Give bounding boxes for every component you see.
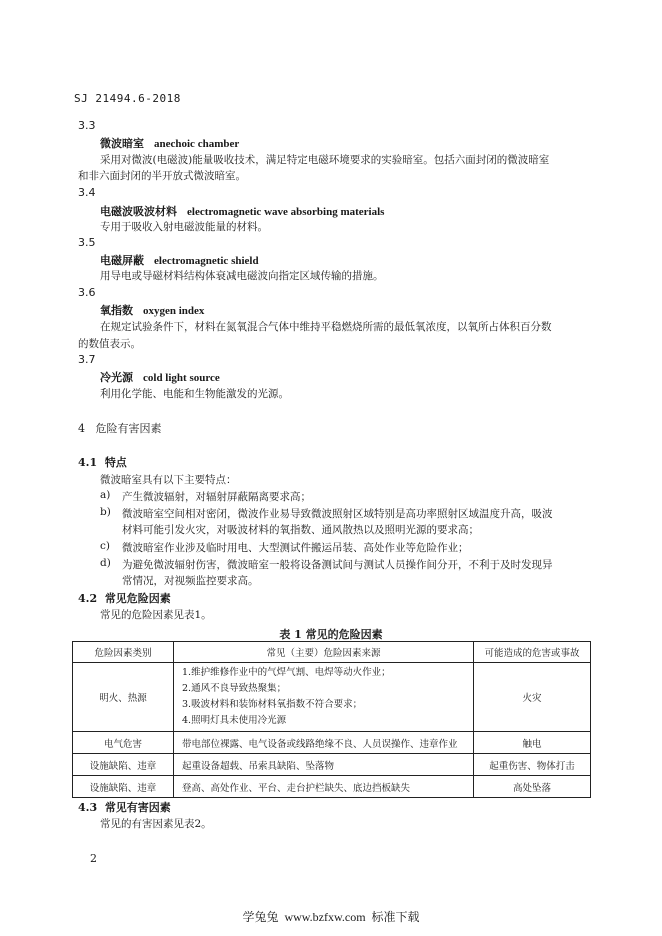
list-item-text: 微波暗室作业涉及临时用电、大型测试件搬运吊装、高处作业等危险作业； xyxy=(122,542,469,554)
term-en: electromagnetic shield xyxy=(154,255,259,267)
section-title: 危险有害因素 xyxy=(95,422,162,435)
standard-code: SJ 21494.6-2018 xyxy=(74,92,181,105)
source-line: 1.维护维修作业中的气焊气割、电焊等动火作业； xyxy=(182,667,391,678)
term-title xyxy=(100,369,220,385)
subsection-number: 4.3 xyxy=(78,801,98,814)
clause-number: 3.5 xyxy=(78,236,96,249)
table-cell-category: 明火、热源 xyxy=(73,663,174,732)
table-row xyxy=(73,663,591,732)
term-zh: 冷光源 xyxy=(100,371,133,384)
table-cell-sources xyxy=(174,663,474,732)
table-cell-harm: 火灾 xyxy=(474,663,591,732)
source-line: 3.吸波材料和装饰材料氧指数不符合要求； xyxy=(182,699,363,710)
term-zh: 氧指数 xyxy=(100,304,133,317)
table-row xyxy=(73,732,591,754)
subsection-number: 4.2 xyxy=(78,592,98,605)
list-marker: b) xyxy=(100,506,111,518)
list-item-text: 材料可能引发火灾，对吸波材料的氧指数、通风散热以及照明光源的要求高； xyxy=(122,524,479,536)
table-cell-category: 设施缺陷、违章 xyxy=(73,754,174,776)
source-line: 2.通风不良导致热聚集； xyxy=(182,683,287,694)
table-header-row xyxy=(73,642,591,663)
section-number: 4 xyxy=(78,422,85,435)
paragraph: 常见的危险因素见表1。 xyxy=(100,609,212,621)
list-item-text: 产生微波辐射，对辐射屏蔽隔离要求高； xyxy=(122,491,311,503)
term-definition: 用导电或导磁材料结构体衰减电磁波向指定区域传输的措施。 xyxy=(100,270,384,282)
table-caption: 表 1 常见的危险因素 xyxy=(279,628,383,641)
term-title xyxy=(100,135,239,151)
list-marker: a) xyxy=(100,489,111,501)
term-en: electromagnetic wave absorbing materials xyxy=(187,206,385,218)
term-zh: 电磁波吸波材料 xyxy=(100,205,177,218)
term-definition: 专用于吸收入射电磁波能量的材料。 xyxy=(100,221,268,233)
term-definition: 采用对微波(电磁波)能量吸收技术，满足特定电磁环境要求的实验暗室。包括六面封闭的微波暗室 xyxy=(100,154,550,166)
table-cell-harm: 触电 xyxy=(474,732,591,754)
list-item-text: 为避免微波辐射伤害，微波暗室一般将设备测试间与测试人员操作间分开，不利于及时发现异 xyxy=(122,559,553,571)
subsection-heading xyxy=(78,799,171,815)
watermark-footer xyxy=(0,908,662,925)
term-definition: 的数值表示。 xyxy=(78,338,141,350)
source-line: 4.照明灯具未使用冷光源 xyxy=(182,715,287,726)
clause-number: 3.4 xyxy=(78,186,96,199)
list-item-text: 微波暗室空间相对密闭，微波作业易导致微波照射区域特别是高功率照射区域温度升高，吸波 xyxy=(122,508,553,520)
subsection-title: 常见危险因素 xyxy=(104,592,171,605)
hazard-table xyxy=(72,641,591,798)
table-header-cell: 可能造成的危害或事故 xyxy=(474,642,591,663)
term-definition: 在规定试验条件下，材料在氮氧混合气体中维持平稳燃烧所需的最低氧浓度，以氧所占体积百分数 xyxy=(100,321,552,333)
table-cell-sources: 起重设备超载、吊索具缺陷、坠落物 xyxy=(174,754,474,776)
term-definition: 利用化学能、电能和生物能激发的光源。 xyxy=(100,388,289,400)
subsection-title: 常见有害因素 xyxy=(104,801,171,814)
table-row xyxy=(73,776,591,798)
subsection-title: 特点 xyxy=(104,456,127,469)
table-cell-harm: 起重伤害、物体打击 xyxy=(474,754,591,776)
page-number: 2 xyxy=(90,852,97,865)
table-cell-category: 电气危害 xyxy=(73,732,174,754)
term-zh: 电磁屏蔽 xyxy=(100,254,144,267)
term-en: cold light source xyxy=(143,372,220,384)
subsection-number: 4.1 xyxy=(78,456,98,469)
list-item-text: 常情况，对视频监控要求高。 xyxy=(122,575,259,587)
list-marker: c) xyxy=(100,540,110,552)
term-en: oxygen index xyxy=(143,305,205,317)
subsection-heading xyxy=(78,590,171,606)
paragraph: 常见的有害因素见表2。 xyxy=(100,818,212,830)
subsection-heading xyxy=(78,454,127,470)
term-title xyxy=(100,302,204,318)
paragraph: 微波暗室具有以下主要特点： xyxy=(100,474,237,486)
table-cell-sources: 登高、高处作业、平台、走台护栏缺失、底边挡板缺失 xyxy=(174,776,474,798)
table-row xyxy=(73,754,591,776)
term-en: anechoic chamber xyxy=(154,138,240,150)
clause-number: 3.6 xyxy=(78,286,96,299)
section-heading xyxy=(78,420,162,436)
table-cell-sources: 带电部位裸露、电气设备或线路绝缘不良、人员误操作、违章作业 xyxy=(174,732,474,754)
term-zh: 微波暗室 xyxy=(100,137,144,150)
term-title xyxy=(100,203,384,219)
clause-number: 3.3 xyxy=(78,119,96,132)
table-header-cell: 危险因素类别 xyxy=(73,642,174,663)
term-title xyxy=(100,252,259,268)
footer-label: 标准下载 xyxy=(371,910,420,924)
table-cell-category: 设施缺陷、违章 xyxy=(73,776,174,798)
footer-url[interactable]: www.bzfxw.com xyxy=(284,910,366,924)
footer-site-name: 学兔兔 xyxy=(242,910,279,924)
clause-number: 3.7 xyxy=(78,353,96,366)
table-cell-harm: 高处坠落 xyxy=(474,776,591,798)
term-definition: 和非六面封闭的半开放式微波暗室。 xyxy=(78,170,246,182)
list-marker: d) xyxy=(100,557,111,569)
table-header-cell: 常见（主要）危险因素来源 xyxy=(174,642,474,663)
